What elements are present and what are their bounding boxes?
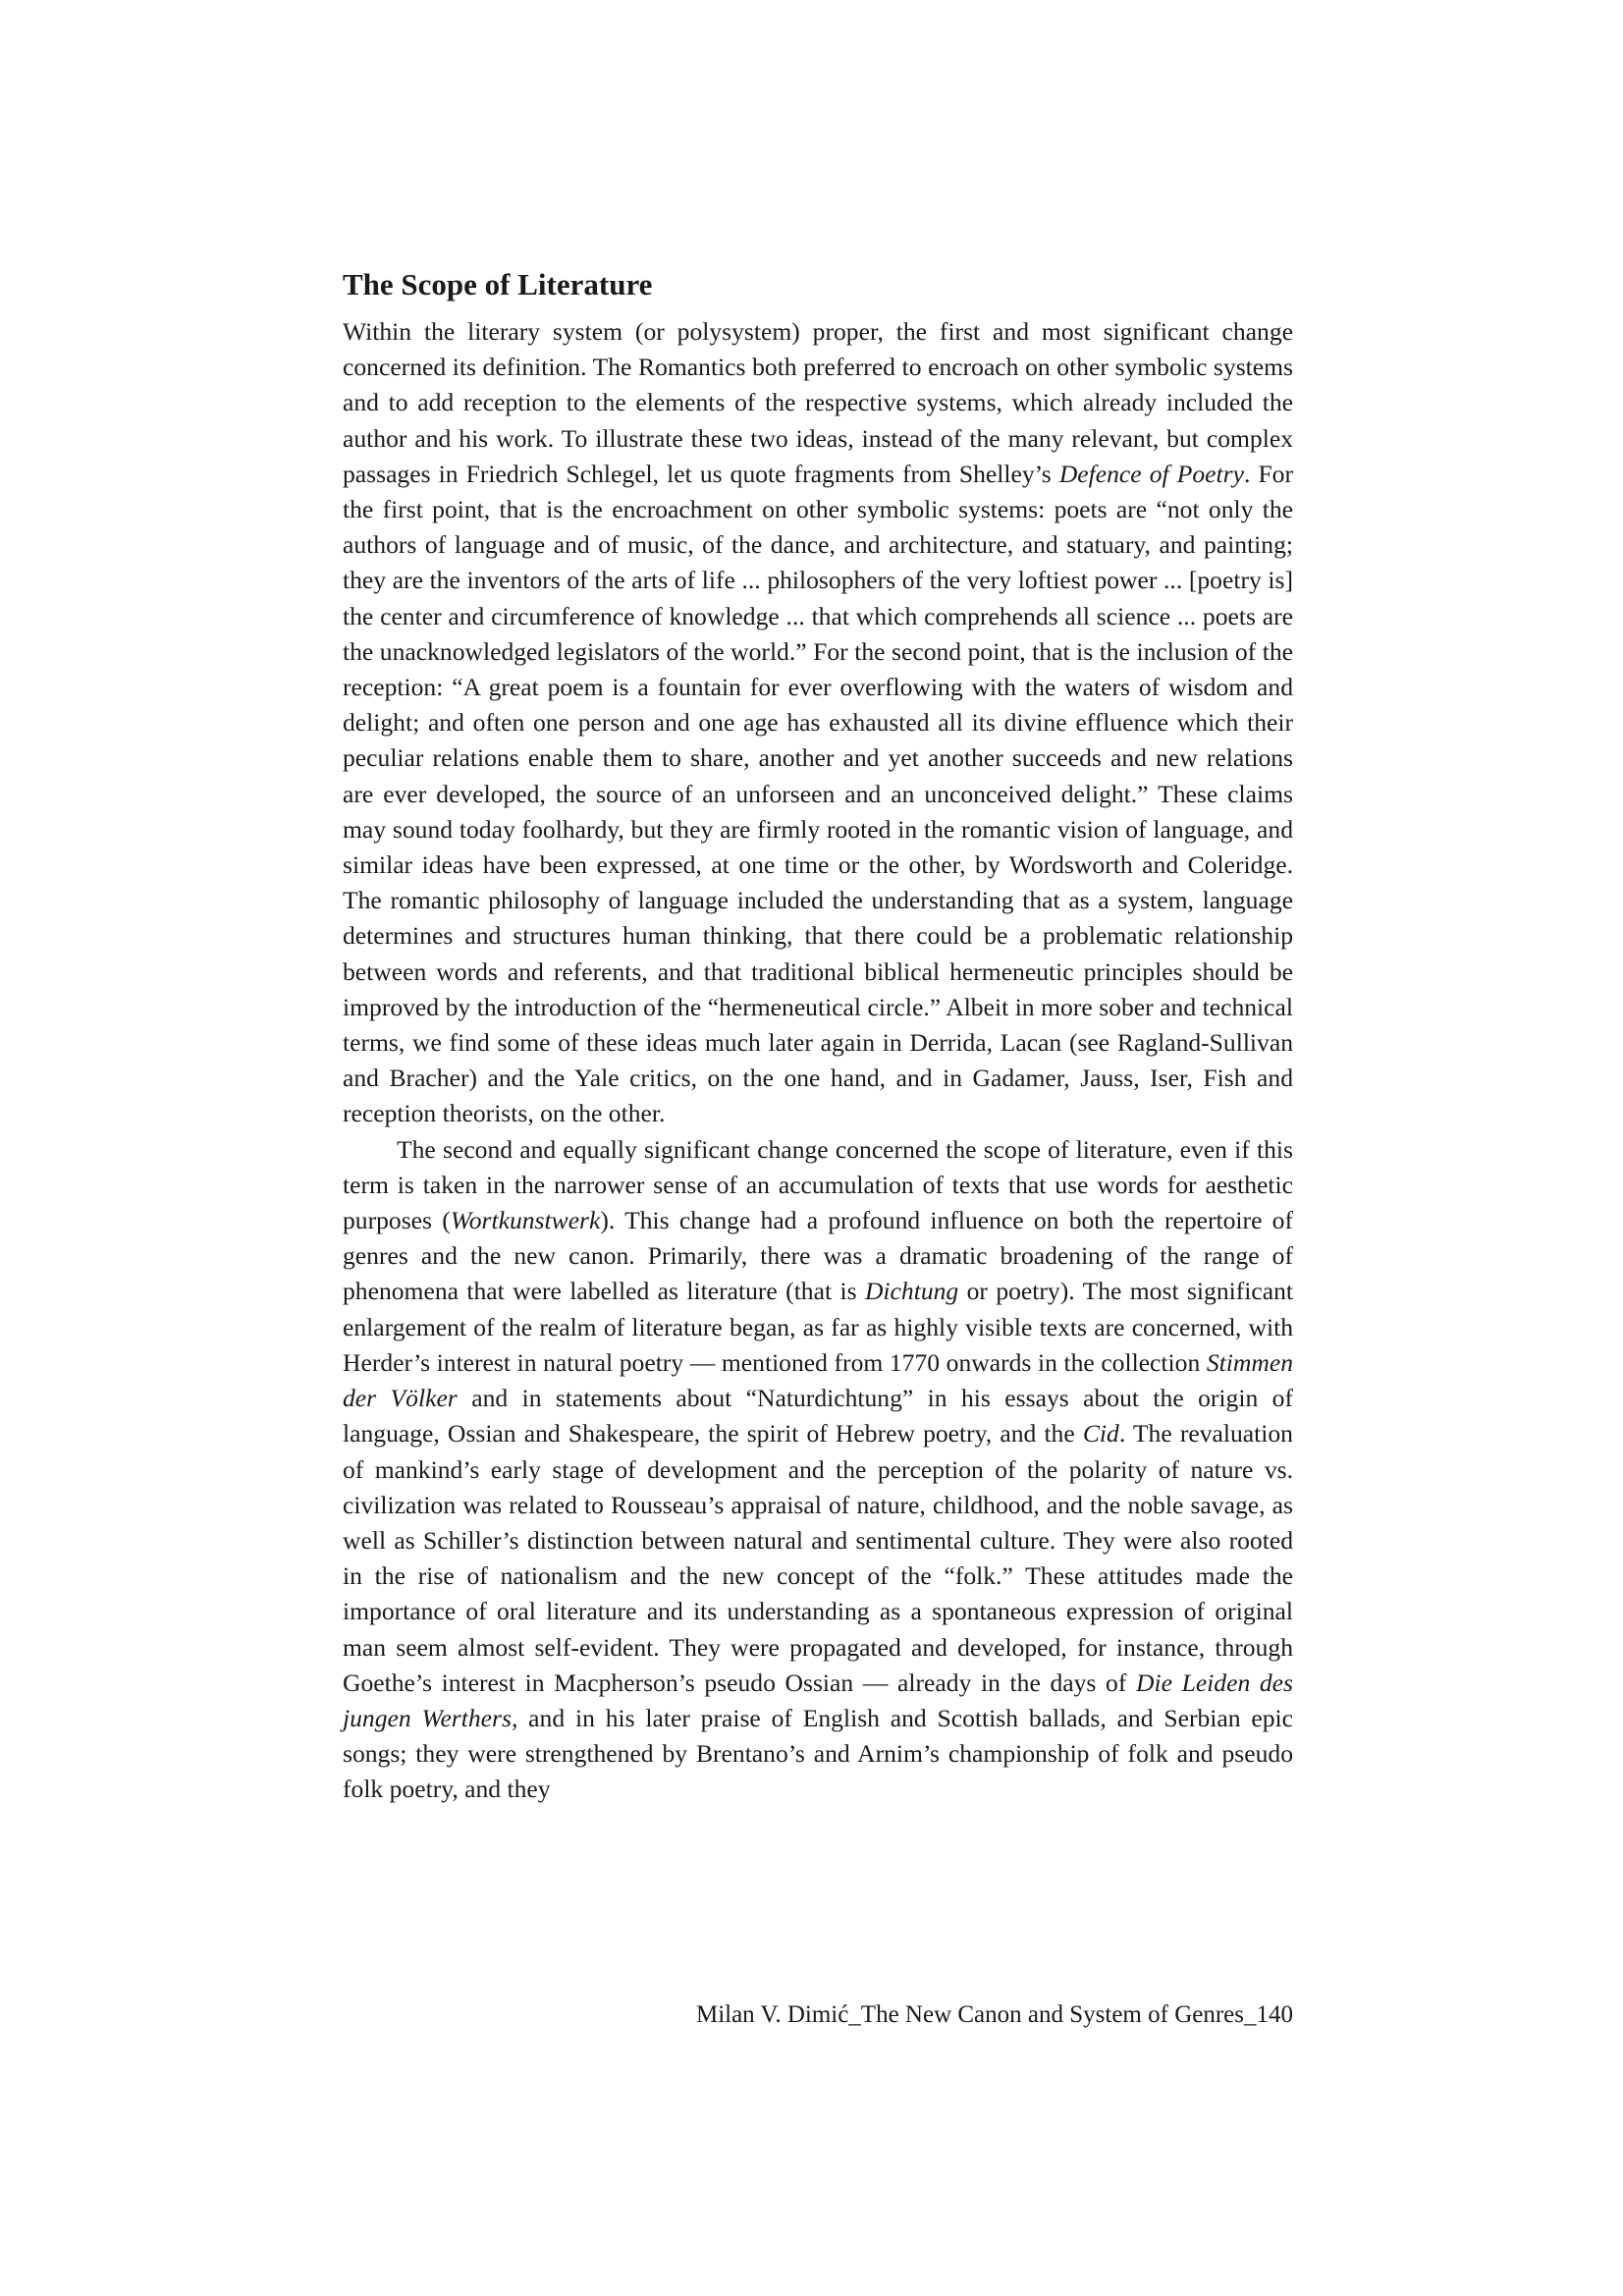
paragraph-2-text-3: or poetry). The most significant enlargement of the realm of literature began, as far as highly visible texts are concerned, with Herder’s interest in natural poetry — mentioned from 1770 onwards in the collection	[343, 1277, 1293, 1377]
paragraph-2	[343, 1132, 1293, 1808]
paragraph-2-italic-4: Cid	[1082, 1419, 1119, 1449]
paragraph-1-italic-1: Defence of Poetry	[1058, 459, 1244, 488]
paragraph-2-text-2: ). This change had a profound influence on both the repertoire of genres and the new canon. Primarily, there was a dramatic broadening of the range of phenomena that were labelled as literature (that is	[343, 1206, 1293, 1306]
paragraph-2-italic-5: Die Leiden des jungen Werthers,	[343, 1667, 1293, 1732]
paragraph-1-text-2: . For the first point, that is the encroachment on other symbolic systems: poets are “not only the authors of language and of music, of the dance, and architecture, and statuary, and painting; they are the inventors of the arts of life ... philosophers of the very loftiest power ... [poetry is] the center and circumference of knowledge ... that which comprehends all science ... poets are the unacknowledged legislators of the world.” For the second point, that is the inclusion of the reception: “A great poem is a fountain for ever overflowing with the waters of wisdom and delight; and often one person and one age has exhausted all its divine effluence which their peculiar relations enable them to share, another and yet another succeeds and new relations are ever developed, the source of an unforseen and an unconceived delight.” These claims may sound today foolhardy, but they are firmly rooted in the romantic vision of language, and similar ideas have been expressed, at one time or the other, by Wordsworth and Coleridge. The romantic philosophy of language included the understanding that as a system, language determines and structures human thinking, that there could be a problematic relationship between words and referents, and that traditional biblical hermeneutic principles should be improved by the introduction of the “hermeneutical circle.” Albeit in more sober and technical terms, we find some of these ideas much later again in Derrida, Lacan (see Ragland-Sullivan and Bracher) and the Yale critics, on the one hand, and in Gadamer, Jauss, Iser, Fish and reception theorists, on the other.	[343, 459, 1293, 1128]
paragraph-2-italic-2: Dichtung	[864, 1277, 959, 1306]
paragraph-2-text-5: . The revaluation of mankind’s early stage of development and the perception of the polarity of nature vs. civilization was related to Rousseau’s appraisal of nature, childhood, and the noble savage, as well as Schiller’s distinction between natural and sentimental culture. They were also rooted in the rise of nationalism and the new concept of the “folk.” These attitudes made the importance of oral literature and its understanding as a spontaneous expression of original man seem almost self-evident. They were propagated and developed, for instance, through Goethe’s interest in Macpherson’s pseudo Ossian — already in the days of	[343, 1419, 1293, 1697]
paragraph-2-italic-3: Stimmen der Völker	[343, 1347, 1293, 1413]
paragraph-2-text-4: and in statements about “Naturdichtung” in his essays about the origin of language, Ossian and Shakespeare, the spirit of Hebrew poetry, and the	[343, 1384, 1293, 1449]
paragraph-2-italic-1: Wortkunstwerk	[450, 1206, 601, 1235]
paragraph-1	[343, 314, 1293, 1132]
paragraph-1-text-1: Within the literary system (or polysystem) proper, the first and most significant change concerned its definition. The Romantics both preferred to encroach on other symbolic systems and to add reception to the elements of the respective systems, which already included the author and his work. To illustrate these two ideas, instead of the many relevant, but complex passages in Friedrich Schlegel, let us quote fragments from Shelley’s	[343, 317, 1293, 488]
section-heading: The Scope of Literature	[343, 267, 653, 301]
paragraph-2-text-1: The second and equally significant change concerned the scope of literature, even if this term is taken in the narrower sense of an accumulation of texts that use words for aesthetic purposes (	[343, 1134, 1293, 1235]
page-footer: Milan V. Dimić_The New Canon and System of Genres_140	[695, 2001, 1293, 2028]
paragraph-2-text-6: and in his later praise of English and Scottish ballads, and Serbian epic songs; they were strengthened by Brentano’s and Arnim’s championship of folk and pseudo folk poetry, and they	[343, 1703, 1293, 1804]
page-body	[343, 265, 1293, 1808]
